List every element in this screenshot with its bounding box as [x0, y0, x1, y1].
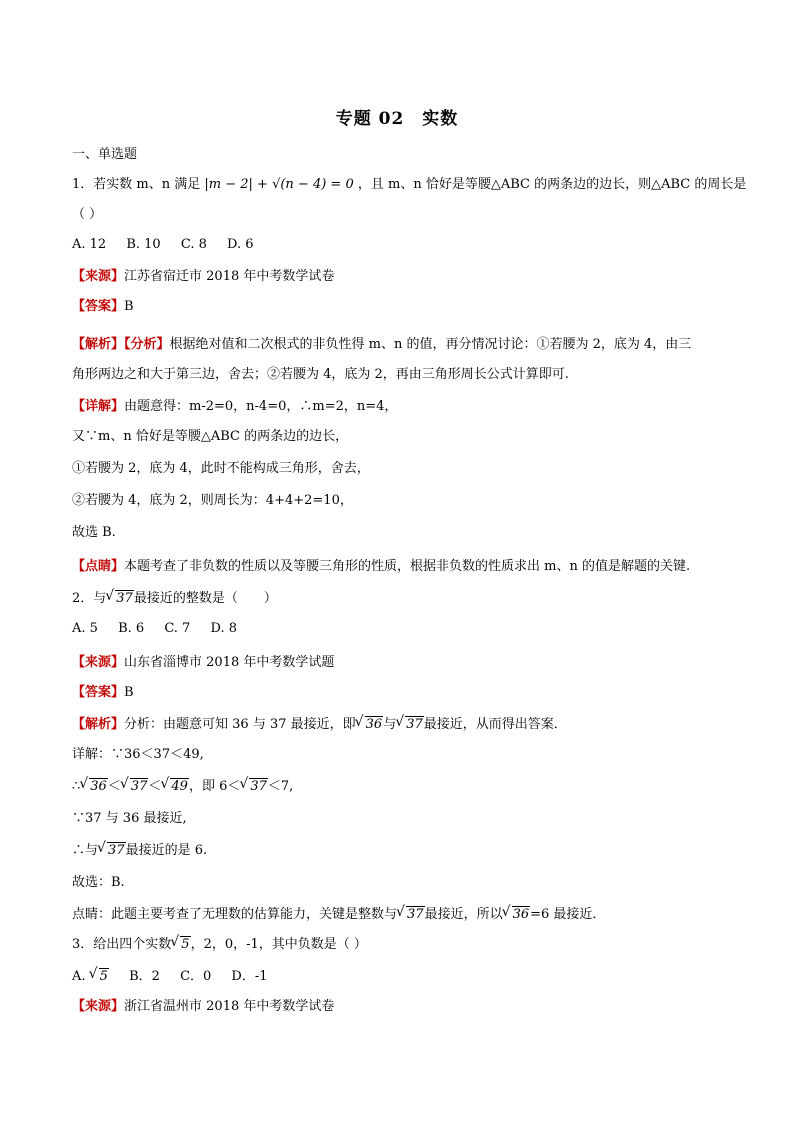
therefore-sign: ∴ — [72, 779, 81, 794]
q1-answer-text: B — [124, 299, 134, 314]
q2-stem — [72, 590, 734, 608]
q1-option-a: A. 12 — [72, 237, 107, 252]
sqrt-37: √ 37 — [241, 778, 268, 796]
q1-analysis-text: 根据绝对值和二次根式的非负性得 m、n 的值，再分情况讨论：①若腰为 2，底为 4，由三 — [169, 337, 692, 352]
q2-detail-2-c: ＜7, — [267, 779, 294, 794]
q3-option-b: B．2 — [129, 969, 160, 984]
q2-analysis-a: 分析：由题意可知 36 与 37 最接近，即 — [124, 717, 356, 732]
q2-option-d: D. 8 — [210, 621, 237, 636]
sqrt-36: √ 36 — [504, 906, 531, 924]
q2-source-tag: 【来源】 — [72, 655, 125, 670]
q1-source-tag: 【来源】 — [72, 269, 125, 284]
q3-option-d: D．-1 — [231, 969, 268, 984]
q3-source-text: 浙江省温州市 2018 年中考数学试卷 — [124, 999, 335, 1014]
q2-detail-3: ∵37 与 36 最接近, — [72, 811, 187, 826]
q3-stem-a: 3．给出四个实数 — [72, 937, 172, 952]
q1-detail-3: ①若腰为 2，底为 4，此时不能构成三角形，舍去， — [72, 461, 370, 476]
q3-options — [72, 968, 734, 986]
q1-note-tag: 【点睛】 — [72, 559, 125, 574]
q2-stem-b: 最接近的整数是（ ） — [133, 591, 277, 606]
q2-note — [72, 906, 734, 924]
q1-analysis — [72, 336, 734, 354]
q2-source-text: 山东省淄博市 2018 年中考数学试题 — [124, 655, 335, 670]
q2-answer-text: B — [124, 685, 134, 700]
q1-detail-2: 又∵m、n 恰好是等腰△ABC 的两条边的边长， — [72, 429, 349, 444]
q2-options — [72, 620, 734, 638]
sqrt-36: √ 36 — [357, 716, 384, 734]
q2-detail-2-b: ，即 6＜ — [188, 779, 241, 794]
sqrt-37: √ 37 — [122, 778, 149, 796]
sqrt-37: √ 37 — [107, 590, 134, 608]
q1-detail-4: ②若腰为 4，底为 2，则周长为：4+4+2=10， — [72, 493, 353, 508]
q2-analysis-tag: 【解析】 — [72, 717, 125, 732]
page-title: 专题 02 实数 — [335, 109, 459, 129]
q1-stem — [72, 176, 747, 194]
q2-note-c: =6 最接近． — [530, 907, 606, 922]
sqrt-5: √ 5 — [91, 968, 109, 986]
q1-source-text: 江苏省宿迁市 2018 年中考数学试卷 — [124, 269, 335, 284]
q2-detail-5: 故选：B. — [72, 875, 125, 890]
q1-detail-1-text: 由题意得：m-2=0，n-4=0，∴m=2，n=4， — [124, 399, 398, 414]
q1-options — [72, 236, 734, 254]
q3-source-tag: 【来源】 — [72, 999, 125, 1014]
lt-sign: ＜ — [148, 779, 162, 794]
q1-answer-tag: 【答案】 — [72, 299, 125, 314]
q2-detail-4-b: 最接近的是 6. — [125, 843, 208, 858]
q1-option-c: C. 8 — [180, 237, 207, 252]
sqrt-37: √ 37 — [398, 906, 425, 924]
q3-option-a: A. — [72, 969, 86, 984]
section-heading: 一、单选题 — [72, 147, 138, 162]
q3-source — [72, 998, 734, 1016]
q2-stem-a: 2．与 — [72, 591, 107, 606]
q3-stem — [72, 936, 734, 954]
q1-analysis-2: 角形两边之和大于第三边，舍去；②若腰为 4，底为 2，再由三角形周长公式计算即可. — [72, 367, 569, 382]
q1-analysis-tag: 【解析】 — [72, 337, 125, 352]
q2-analysis — [72, 716, 734, 734]
q2-analysis-b: 最接近，从而得出答案． — [423, 717, 567, 732]
q1-paren: （ ） — [72, 207, 103, 222]
q2-detail-2 — [72, 778, 734, 796]
q2-source — [72, 654, 734, 672]
sqrt-36: √ 36 — [81, 778, 108, 796]
sqrt-37: √ 37 — [397, 716, 424, 734]
q2-note-a: 点睛：此题主要考查了无理数的估算能力，关键是整数与 — [72, 907, 398, 922]
q2-answer-tag: 【答案】 — [72, 685, 125, 700]
q2-detail-4 — [72, 842, 734, 860]
q1-formula: |m − 2| + √(n − 4) = 0 — [204, 177, 354, 192]
q2-option-a: A. 5 — [72, 621, 98, 636]
q1-option-d: D. 6 — [227, 237, 254, 252]
q2-detail-4-a: ∴与 — [72, 843, 99, 858]
q3-option-c: C．0 — [180, 969, 212, 984]
q2-option-c: C. 7 — [164, 621, 191, 636]
sqrt-5: √ 5 — [172, 936, 190, 954]
q2-with: 与 — [383, 717, 397, 732]
sqrt-49: √ 49 — [162, 778, 189, 796]
lt-sign: ＜ — [107, 779, 121, 794]
q1-source — [72, 268, 734, 286]
q1-stem-a: 1．若实数 m、n 满足 — [72, 177, 201, 192]
q1-answer — [72, 298, 734, 316]
q1-detail-5: 故选 B. — [72, 525, 116, 540]
q2-note-b: 最接近，所以 — [424, 907, 503, 922]
q1-detail-1 — [72, 398, 734, 416]
q1-note-text: 本题考查了非负数的性质以及等腰三角形的性质，根据非负数的性质求出 m、n 的值是解题的关键. — [124, 559, 691, 574]
q3-stem-b: ，2，0，-1，其中负数是（ ） — [190, 937, 367, 952]
q1-detail-tag: 【详解】 — [72, 399, 125, 414]
q2-detail-1: 详解：∵36＜37＜49, — [72, 747, 204, 762]
q1-note — [72, 558, 734, 576]
q2-option-b: B. 6 — [118, 621, 145, 636]
sqrt-37: √ 37 — [99, 842, 126, 860]
q1-stem-b: ，且 m、n 恰好是等腰△ABC 的两条边的边长，则△ABC 的周长是 — [357, 177, 747, 192]
q1-analysis-subtag: 【分析】 — [124, 337, 170, 352]
q1-option-b: B. 10 — [126, 237, 161, 252]
q2-answer — [72, 684, 734, 702]
